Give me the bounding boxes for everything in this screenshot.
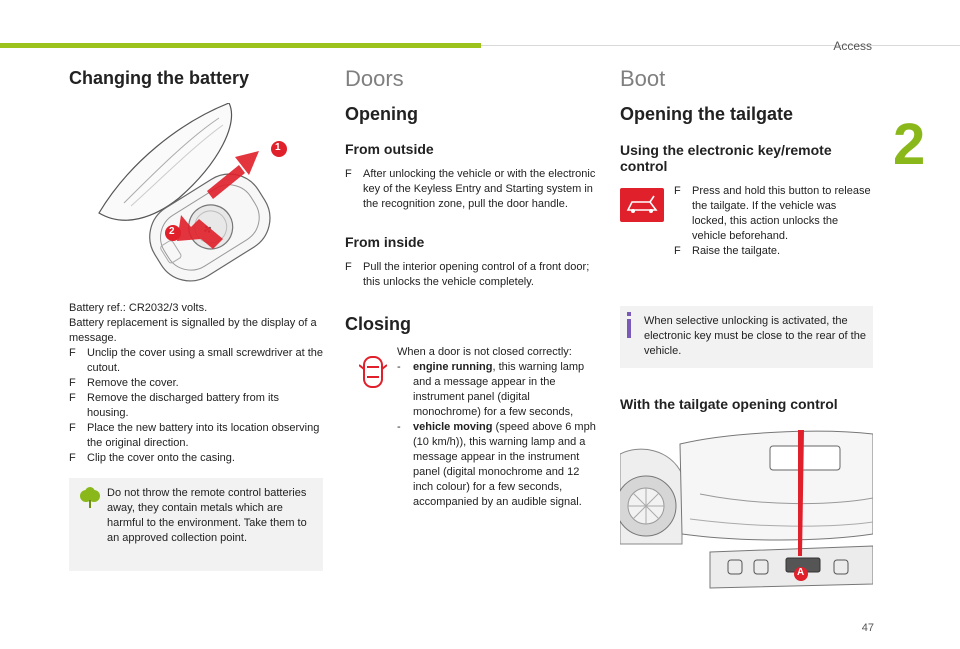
callout-a-label: A xyxy=(797,567,805,578)
battery-step: F Clip the cover onto the casing. xyxy=(69,452,235,464)
closing-case-moving: - vehicle moving (speed above 6 mph (10 km/h)), this warning lamp and a message appear in the instrument panel (digital monochrome and 12 inch colour) for a few seconds, accompanied by an audible signal. xyxy=(397,421,596,508)
page-number: 47 xyxy=(861,622,874,634)
tailgate-step-raise: F Raise the tailgate. xyxy=(674,245,781,257)
key-step-block xyxy=(620,184,873,292)
key-fob-drawing xyxy=(69,103,323,283)
battery-title: Changing the battery xyxy=(69,68,250,88)
opening-heading: Opening xyxy=(345,104,418,124)
info-note-box xyxy=(620,306,873,368)
car-rear-drawing xyxy=(620,424,873,592)
closing-intro: When a door is not closed correctly: xyxy=(397,346,572,358)
key-remote-heading: Using the electronic key/remote control xyxy=(620,142,832,174)
header-accent-bar xyxy=(0,43,481,48)
section-label: Access xyxy=(833,39,872,53)
doors-column xyxy=(345,60,600,510)
tailgate-button-icon xyxy=(620,188,664,222)
from-outside-heading: From outside xyxy=(345,141,434,157)
header-rule xyxy=(481,45,960,46)
info-note-text: When selective unlocking is activated, the electronic key must be close to the rear of the vehicle. xyxy=(644,315,866,357)
callout-1-label: 1 xyxy=(275,142,281,153)
battery-step: F Remove the discharged battery from its housing. xyxy=(69,392,279,419)
closing-case-running: - engine running, this warning lamp and a message appear in the instrument panel (digital monochrome) for a few seconds, xyxy=(397,361,585,418)
battery-ref: Battery ref.: CR2032/3 volts. xyxy=(69,302,208,314)
callout-2-label: 2 xyxy=(169,226,175,237)
battery-step: F Unclip the cover using a small screwdriver at the cutout. xyxy=(69,347,323,374)
tailgate-control-heading: With the tailgate opening control xyxy=(620,396,838,412)
eco-note-box xyxy=(69,478,323,571)
battery-signal: Battery replacement is signalled by the display of a message. xyxy=(69,317,317,344)
inside-step: F Pull the interior opening control of a front door; this unlocks the vehicle completely. xyxy=(345,261,590,288)
battery-step: F Remove the cover. xyxy=(69,377,179,389)
doors-title: Doors xyxy=(345,66,404,91)
boot-title: Boot xyxy=(620,66,666,91)
closing-heading: Closing xyxy=(345,314,411,334)
tailgate-illustration xyxy=(620,424,873,592)
from-inside-heading: From inside xyxy=(345,234,425,250)
info-icon xyxy=(625,312,633,338)
tailgate-step-press: F Press and hold this button to release the tailgate. If the vehicle was locked, this action unlocks the vehicle beforehand. xyxy=(674,185,871,242)
chapter-number: 2 xyxy=(893,112,926,177)
outside-step: F After unlocking the vehicle or with the electronic key of the Keyless Entry and Starting system in the recognition zone, pull the door handle. xyxy=(345,168,596,210)
boot-column xyxy=(620,60,873,592)
door-open-warning-icon xyxy=(359,355,387,389)
key-battery-illustration xyxy=(69,103,323,283)
eco-note-text: Do not throw the remote control batteries away, they contain metals which are harmful to the environment. Take them to an approved collection point. xyxy=(107,487,307,544)
battery-step: F Place the new battery into its location observing the original direction. xyxy=(69,422,320,449)
tree-icon xyxy=(79,487,101,509)
battery-column xyxy=(69,60,323,571)
closing-warning xyxy=(345,345,600,510)
opening-tailgate-heading: Opening the tailgate xyxy=(620,104,794,124)
